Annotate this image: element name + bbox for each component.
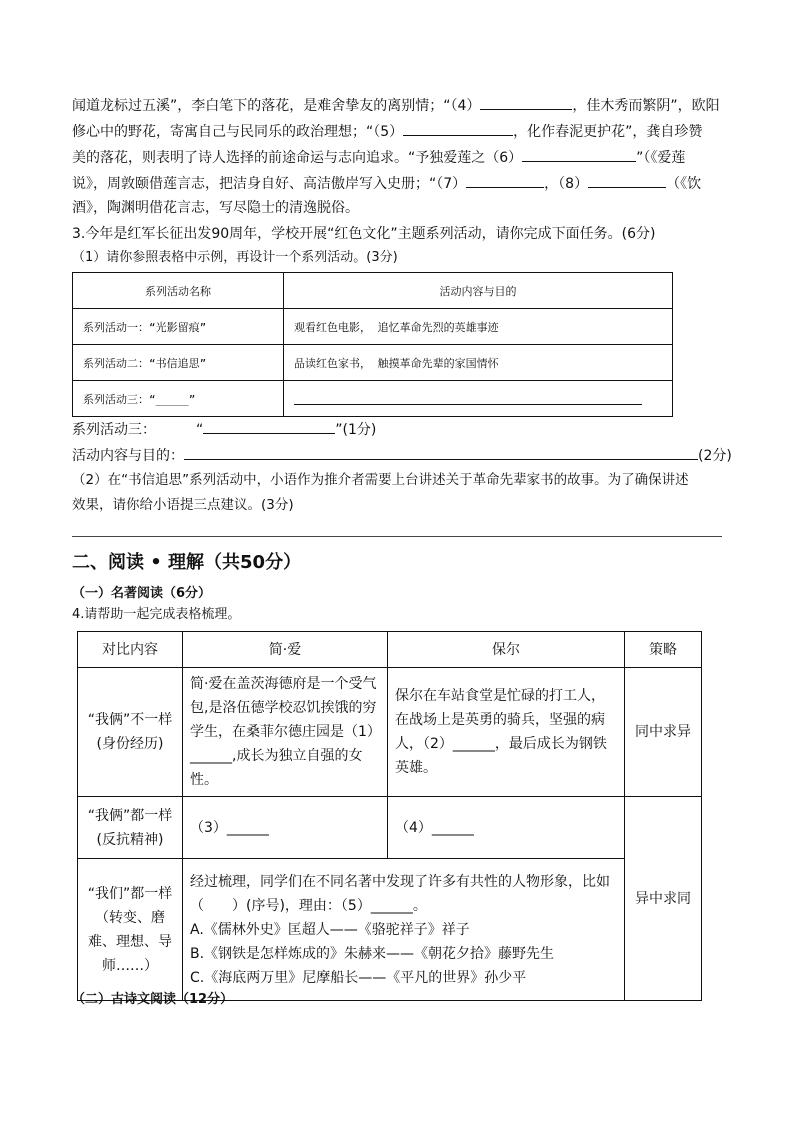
- part-2-title: （二）古诗文阅读（12分）: [72, 992, 234, 1007]
- poem-line-3: 美的落花，则表明了诗人选择的前途命运与志向追求。“予独爱莲之（6） ”（《爱莲: [72, 146, 724, 168]
- poem-line-2: 修心中的野花，寄寓自己与民同乐的政治理想；“（5） ，化作春泥更护花”，龚自珍赞: [72, 120, 724, 142]
- activity-3-content[interactable]: [284, 381, 673, 417]
- activity-2-name: 系列活动二：“书信追思”: [73, 345, 284, 381]
- row-3-strategy: 异中求同: [625, 797, 702, 1001]
- question-3-sub2-a: （2）在“书信追思”系列活动中，小语作为推介者需要上台讲述关于革命先辈家书的故事。为了确保讲述: [72, 472, 689, 488]
- blank-8[interactable]: [588, 172, 666, 188]
- question-4-title: 4.请帮助一起完成表格梳理。: [72, 607, 241, 622]
- col-header-strategy: 策略: [625, 632, 702, 668]
- option-b: B.《钢铁是怎样炼成的》朱赫来——《朝花夕拾》藤野先生: [190, 945, 555, 962]
- part-1-title: （一）名著阅读（6分）: [72, 586, 212, 601]
- activity-2-content: 品读红色家书， 触摸革命先辈的家国情怀: [284, 345, 673, 381]
- row-3-intro: 经过梳理，同学们在不同名著中发现了许多有共性的人物形象，比如（ ）(序号)，理由：（5）______。: [190, 873, 610, 914]
- section-2-title: 二、阅读 • 理解（共50分）: [72, 552, 302, 573]
- row-1-paul: 保尔在车站食堂是忙碌的打工人，在战场上是英勇的骑兵，坚强的病人，（2）______，最后成长为钢铁英雄。: [388, 668, 625, 797]
- row-1-strategy: 同中求异: [625, 668, 702, 797]
- blank-5[interactable]: [403, 120, 513, 136]
- comparison-table: [77, 631, 702, 1001]
- activity-header-content: 活动内容与目的: [284, 273, 673, 309]
- activity-3-name: 系列活动三：“_____”: [73, 381, 284, 417]
- blank-7[interactable]: [466, 172, 544, 188]
- col-header-jane: 简·爱: [183, 632, 388, 668]
- answer-content-blank[interactable]: [184, 444, 698, 460]
- activity-1-name: 系列活动一：“光影留痕”: [73, 309, 284, 345]
- activity-table: [72, 272, 673, 417]
- row-2-paul-blank[interactable]: （4）______: [388, 797, 625, 859]
- section-divider: [72, 536, 722, 537]
- question-3-sub1: （1）请你参照表格中示例，再设计一个系列活动。(3分): [72, 250, 398, 265]
- row-2-jane-blank[interactable]: （3）______: [183, 797, 388, 859]
- poem-line-5: 酒》，陶渊明借花言志，写尽隐士的清逸脱俗。: [72, 200, 359, 216]
- col-header-compare: 对比内容: [78, 632, 183, 668]
- row-1-label: “我俩”不一样(身份经历): [78, 668, 183, 797]
- poem-line-4: 说》，周敦颐借莲言志，把洁身自好、高洁傲岸写入史册；“（7） ，（8） （《饮: [72, 172, 724, 194]
- row-3-label: “我们”都一样（转变、磨难、理想、导师……）: [78, 859, 183, 1001]
- question-3-title: 3.今年是红军长征出发90周年，学校开展“红色文化”主题系列活动，请你完成下面任务。(6分): [72, 226, 656, 242]
- answer-name-blank[interactable]: [203, 418, 335, 434]
- blank-4[interactable]: [480, 94, 572, 110]
- answer-activity-name: 系列活动三： “ ”(1分): [72, 418, 724, 440]
- activity-1-content: 观看红色电影， 追忆革命先烈的英雄事迹: [284, 309, 673, 345]
- poem-line-1: 闻道龙标过五溪”，李白笔下的落花，是难舍挚友的离别情；“（4） ，佳木秀而繁阴”，欧阳: [72, 94, 724, 116]
- row-3-content: [183, 859, 625, 1001]
- activity-header-name: 系列活动名称: [73, 273, 284, 309]
- option-a: A.《儒林外史》匡超人——《骆驼祥子》祥子: [190, 921, 470, 938]
- row-1-jane: 简·爱在盖茨海德府是一个受气包,是洛伍德学校忍饥挨饿的穷学生，在桑菲尔德庄园是（1）______,成长为独立自强的女性。: [183, 668, 388, 797]
- answer-activity-content: 活动内容与目的： (2分): [72, 444, 724, 466]
- row-2-label: “我俩”都一样(反抗精神): [78, 797, 183, 859]
- activity-3-blank[interactable]: [294, 389, 642, 405]
- blank-6[interactable]: [522, 146, 636, 162]
- option-c: C.《海底两万里》尼摩船长——《平凡的世界》孙少平: [190, 969, 527, 986]
- question-3-sub2-b: 效果，请你给小语提三点建议。(3分): [72, 497, 294, 513]
- col-header-paul: 保尔: [388, 632, 625, 668]
